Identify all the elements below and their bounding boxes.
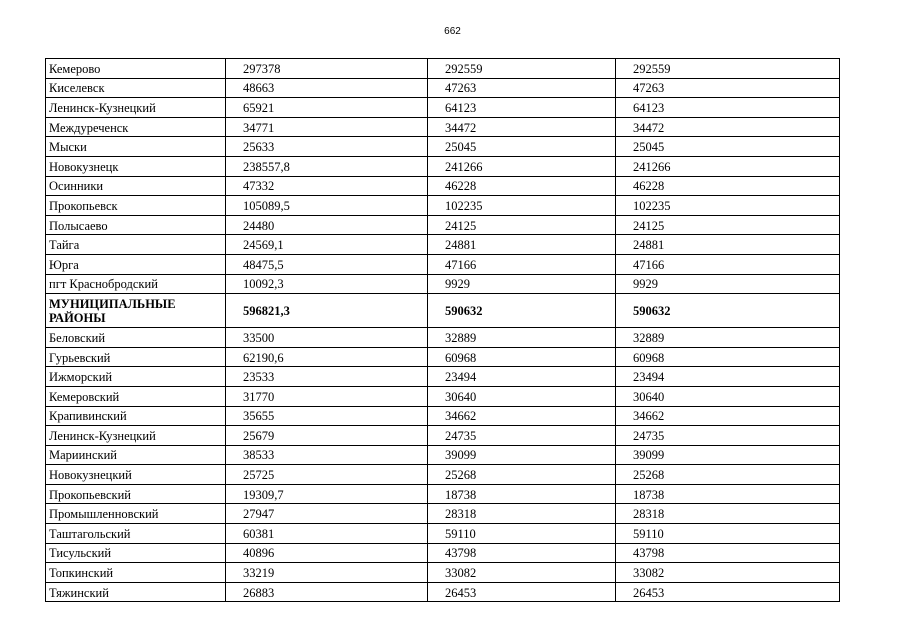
value-3-cell: 30640 xyxy=(616,386,840,406)
value-1-cell: 297378 xyxy=(226,59,428,79)
value-1-cell: 60381 xyxy=(226,524,428,544)
section-header-row xyxy=(46,294,840,328)
value-3-cell: 26453 xyxy=(616,582,840,602)
row-name-cell: Юрга xyxy=(46,254,226,274)
row-name-cell: МУНИЦИПАЛЬНЫЕ РАЙОНЫ xyxy=(46,294,226,328)
row-name-cell: Ленинск-Кузнецкий xyxy=(46,98,226,118)
value-2-cell: 32889 xyxy=(428,328,616,348)
table-row xyxy=(46,98,840,118)
table-row xyxy=(46,78,840,98)
value-1-cell: 105089,5 xyxy=(226,196,428,216)
value-3-cell: 59110 xyxy=(616,524,840,544)
row-name-cell: Крапивинский xyxy=(46,406,226,426)
table-row xyxy=(46,484,840,504)
value-3-cell: 28318 xyxy=(616,504,840,524)
value-2-cell: 28318 xyxy=(428,504,616,524)
table-row xyxy=(46,274,840,294)
value-1-cell: 25633 xyxy=(226,137,428,157)
value-2-cell: 43798 xyxy=(428,543,616,563)
value-3-cell: 25268 xyxy=(616,465,840,485)
value-1-cell: 35655 xyxy=(226,406,428,426)
value-3-cell: 292559 xyxy=(616,59,840,79)
table-row xyxy=(46,582,840,602)
table-row xyxy=(46,367,840,387)
row-name-cell: Прокопьевск xyxy=(46,196,226,216)
value-2-cell: 26453 xyxy=(428,582,616,602)
value-2-cell: 46228 xyxy=(428,176,616,196)
value-1-cell: 10092,3 xyxy=(226,274,428,294)
value-3-cell: 24735 xyxy=(616,426,840,446)
row-name-cell: Топкинский xyxy=(46,563,226,583)
row-name-cell: Беловский xyxy=(46,328,226,348)
value-1-cell: 238557,8 xyxy=(226,156,428,176)
value-2-cell: 25045 xyxy=(428,137,616,157)
value-1-cell: 25679 xyxy=(226,426,428,446)
value-1-cell: 31770 xyxy=(226,386,428,406)
table-row xyxy=(46,445,840,465)
row-name-cell: Междуреченск xyxy=(46,117,226,137)
table-body xyxy=(46,59,840,602)
row-name-cell: Тисульский xyxy=(46,543,226,563)
row-name-cell: Кемеровский xyxy=(46,386,226,406)
table-row xyxy=(46,426,840,446)
table-row xyxy=(46,196,840,216)
row-name-cell: Кемерово xyxy=(46,59,226,79)
value-3-cell: 24125 xyxy=(616,215,840,235)
row-name-cell: Промышленновский xyxy=(46,504,226,524)
row-name-cell: Тайга xyxy=(46,235,226,255)
row-name-cell: Осинники xyxy=(46,176,226,196)
value-2-cell: 34472 xyxy=(428,117,616,137)
value-3-cell: 25045 xyxy=(616,137,840,157)
value-3-cell: 24881 xyxy=(616,235,840,255)
value-1-cell: 24569,1 xyxy=(226,235,428,255)
table-row xyxy=(46,215,840,235)
value-2-cell: 9929 xyxy=(428,274,616,294)
value-3-cell: 60968 xyxy=(616,347,840,367)
value-2-cell: 24881 xyxy=(428,235,616,255)
value-3-cell: 241266 xyxy=(616,156,840,176)
value-2-cell: 241266 xyxy=(428,156,616,176)
value-1-cell: 25725 xyxy=(226,465,428,485)
value-3-cell: 33082 xyxy=(616,563,840,583)
table-row xyxy=(46,59,840,79)
value-2-cell: 30640 xyxy=(428,386,616,406)
row-name-cell: Гурьевский xyxy=(46,347,226,367)
value-2-cell: 292559 xyxy=(428,59,616,79)
value-3-cell: 46228 xyxy=(616,176,840,196)
value-3-cell: 102235 xyxy=(616,196,840,216)
table-row xyxy=(46,543,840,563)
value-2-cell: 64123 xyxy=(428,98,616,118)
value-2-cell: 23494 xyxy=(428,367,616,387)
row-name-cell: Киселевск xyxy=(46,78,226,98)
table-row xyxy=(46,406,840,426)
value-1-cell: 24480 xyxy=(226,215,428,235)
value-1-cell: 38533 xyxy=(226,445,428,465)
value-3-cell: 43798 xyxy=(616,543,840,563)
value-2-cell: 39099 xyxy=(428,445,616,465)
row-name-cell: пгт Краснобродский xyxy=(46,274,226,294)
value-2-cell: 59110 xyxy=(428,524,616,544)
row-name-cell: Новокузнецк xyxy=(46,156,226,176)
value-2-cell: 24735 xyxy=(428,426,616,446)
value-3-cell: 34472 xyxy=(616,117,840,137)
value-1-cell: 23533 xyxy=(226,367,428,387)
table-row xyxy=(46,117,840,137)
value-2-cell: 60968 xyxy=(428,347,616,367)
row-name-cell: Мыски xyxy=(46,137,226,157)
row-name-cell: Новокузнецкий xyxy=(46,465,226,485)
value-3-cell: 39099 xyxy=(616,445,840,465)
value-3-cell: 34662 xyxy=(616,406,840,426)
table-row xyxy=(46,235,840,255)
value-1-cell: 34771 xyxy=(226,117,428,137)
row-name-cell: Ленинск-Кузнецкий xyxy=(46,426,226,446)
table-row xyxy=(46,563,840,583)
table-row xyxy=(46,176,840,196)
value-2-cell: 47166 xyxy=(428,254,616,274)
value-1-cell: 19309,7 xyxy=(226,484,428,504)
value-2-cell: 102235 xyxy=(428,196,616,216)
table-row xyxy=(46,347,840,367)
value-1-cell: 33219 xyxy=(226,563,428,583)
value-1-cell: 65921 xyxy=(226,98,428,118)
row-name-cell: Прокопьевский xyxy=(46,484,226,504)
value-1-cell: 48663 xyxy=(226,78,428,98)
page-number: 662 xyxy=(444,26,461,37)
value-3-cell: 23494 xyxy=(616,367,840,387)
table-row xyxy=(46,524,840,544)
row-name-cell: Мариинский xyxy=(46,445,226,465)
value-2-cell: 47263 xyxy=(428,78,616,98)
table-row xyxy=(46,465,840,485)
table-row xyxy=(46,254,840,274)
row-name-cell: Полысаево xyxy=(46,215,226,235)
value-3-cell: 590632 xyxy=(616,294,840,328)
value-1-cell: 62190,6 xyxy=(226,347,428,367)
data-table xyxy=(45,58,840,602)
value-2-cell: 25268 xyxy=(428,465,616,485)
value-3-cell: 9929 xyxy=(616,274,840,294)
value-3-cell: 32889 xyxy=(616,328,840,348)
value-2-cell: 34662 xyxy=(428,406,616,426)
value-1-cell: 40896 xyxy=(226,543,428,563)
value-1-cell: 48475,5 xyxy=(226,254,428,274)
value-2-cell: 24125 xyxy=(428,215,616,235)
row-name-cell: Ижморский xyxy=(46,367,226,387)
value-1-cell: 26883 xyxy=(226,582,428,602)
value-2-cell: 590632 xyxy=(428,294,616,328)
row-name-cell: Тяжинский xyxy=(46,582,226,602)
table-row xyxy=(46,504,840,524)
value-2-cell: 33082 xyxy=(428,563,616,583)
value-1-cell: 596821,3 xyxy=(226,294,428,328)
value-1-cell: 27947 xyxy=(226,504,428,524)
value-3-cell: 64123 xyxy=(616,98,840,118)
table-row xyxy=(46,328,840,348)
table-row xyxy=(46,386,840,406)
table-row xyxy=(46,137,840,157)
row-name-cell: Таштагольский xyxy=(46,524,226,544)
table-row xyxy=(46,156,840,176)
value-1-cell: 47332 xyxy=(226,176,428,196)
value-3-cell: 47166 xyxy=(616,254,840,274)
value-1-cell: 33500 xyxy=(226,328,428,348)
value-3-cell: 47263 xyxy=(616,78,840,98)
value-3-cell: 18738 xyxy=(616,484,840,504)
value-2-cell: 18738 xyxy=(428,484,616,504)
